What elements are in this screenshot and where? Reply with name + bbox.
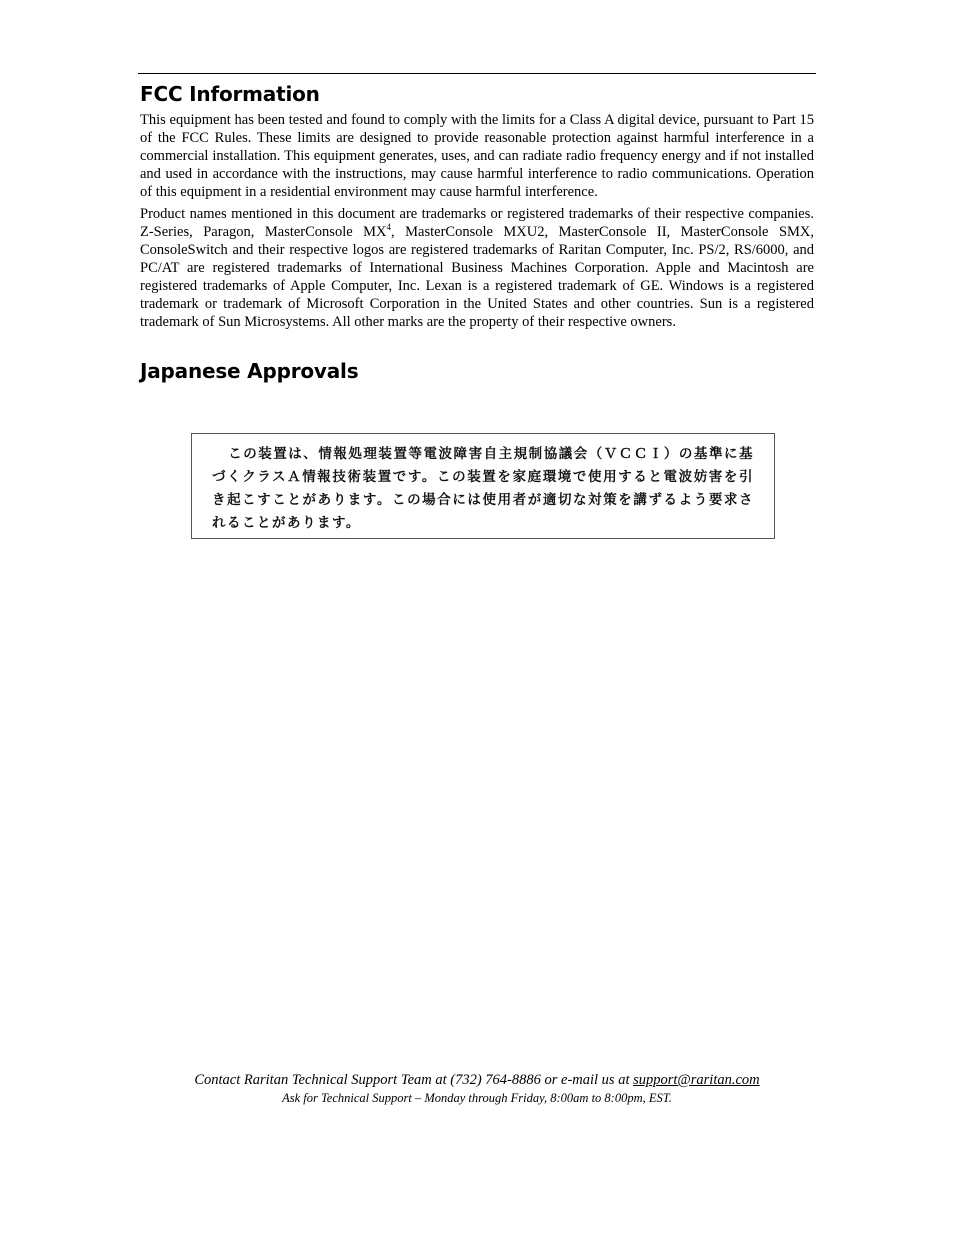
support-hours-line: Ask for Technical Support – Monday through Friday, 8:00am to 8:00pm, EST. xyxy=(282,1091,672,1105)
trademarks-paragraph xyxy=(140,205,814,331)
support-email-link[interactable]: support@raritan.com xyxy=(633,1072,760,1088)
contact-line xyxy=(0,1070,954,1090)
japanese-approvals-heading: Japanese Approvals xyxy=(140,359,359,383)
trademarks-text-part1: Product names mentioned in this document are trademarks or registered trademarks of their respective companies. Z-Series, Paragon, MasterConsole MX xyxy=(140,206,814,240)
fcc-heading: FCC Information xyxy=(140,82,320,106)
main-content xyxy=(140,80,814,385)
japanese-approvals-section xyxy=(140,357,814,385)
header-rule xyxy=(138,73,816,74)
support-footer xyxy=(0,1070,954,1106)
contact-text: Contact Raritan Technical Support Team at (732) 764-8886 or e-mail us at xyxy=(194,1072,634,1088)
trademark-superscript: 4 xyxy=(386,222,392,233)
fcc-compliance-paragraph: This equipment has been tested and found to comply with the limits for a Class A digital device, pursuant to Part 15 of the FCC Rules. These limits are designed to provide reasonable protection against harmful interference in a commercial installation. This equipment generates, uses, and can radiate radio frequency energy and if not installed and used in accordance with the instructions, may cause harmful interference to radio communications. Operation of this equipment in a residential environment may cause harmful interference. xyxy=(140,112,814,200)
vcci-notice-box: この装置は、情報処理装置等電波障害自主規制協議会（ＶＣＣＩ）の基準に基づくクラスＡ情報技術装置です。この装置を家庭環境で使用すると電波妨害を引き起こすことがあります。この場合には使用者が適切な対策を講ずるよう要求されることがあります。 xyxy=(191,433,775,539)
trademarks-text-part2: , MasterConsole MXU2, MasterConsole II, MasterConsole SMX, ConsoleSwitch and their respective logos are registered trademarks of Raritan Computer, Inc. PS/2, RS/6000, and PC/AT are registered trademarks of International Business Machines Corporation. Apple and Macintosh are registered trademarks of Apple Computer, Inc. Lexan is a registered trademark of GE. Windows is a registered trademark or trademark of Microsoft Corporation in the United States and other countries. Sun is a registered trademark of Sun Microsystems. All other marks are the property of their respective owners. xyxy=(140,224,814,330)
fcc-section xyxy=(140,80,814,331)
